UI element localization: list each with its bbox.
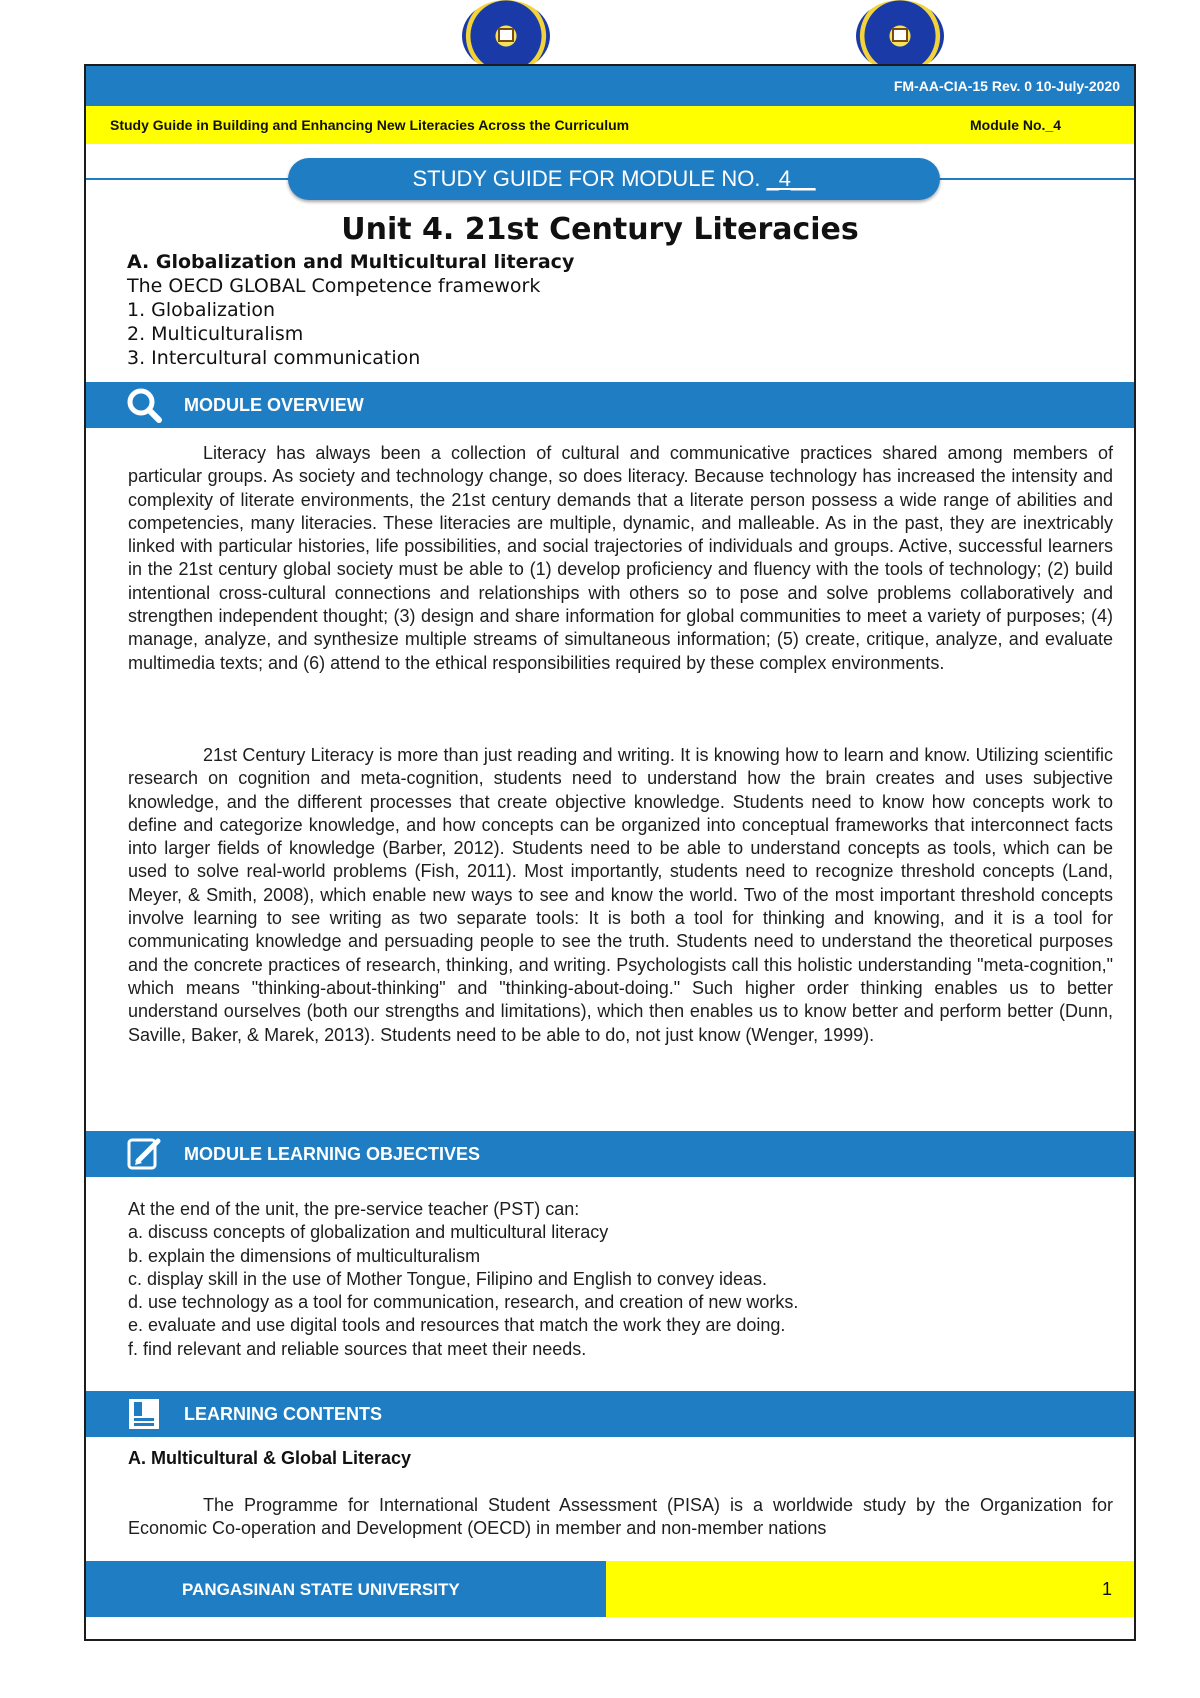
objective-item: c. display skill in the use of Mother Tongue, Filipino and English to convey ideas. — [128, 1268, 768, 1289]
overview-paragraph-2: 21st Century Literacy is more than just reading and writing. It is knowing how to learn and know. Utilizing scientific research on cognition and meta-cognition, students need to understand how the brain creates and uses subjective knowledge, and the different processes that create objective knowledge. Students need to know how concepts work to define and categorize knowledge, and how concepts can be organized into conceptual frameworks that interconnect facts into larger fields of knowledge (Barber, 2012). Students need to be able to understand concepts as tools, which can be used to solve real-world problems (Fish, 2011). Most importantly, students need to recognize threshold concepts (Land, Meyer, & Smith, 2008), which enable new ways to see and know the world. Two of the most important threshold concepts involve learning to see writing as two separate tools: It is both a tool for thinking and knowing, and it is a tool for communicating knowledge and persuading people to see the truth. Students need to understand the theoretical purposes and the concrete practices of research, thinking, and writing. Psychologists call this holistic understanding "meta-cognition," which means "thinking-about-thinking" and "thinking-about-doing." Such higher order thinking enables us to better understand ourselves (both our strengths and limitations), which then enables us to know better and perform better (Dunn, Saville, Baker, & Marek, 2013). Students need to be able to do, not just know (Wenger, 1999). — [128, 745, 1113, 1045]
footer-university-block — [86, 1561, 606, 1617]
objective-item: b. explain the dimensions of multiculturalism — [128, 1245, 481, 1266]
framework-title: The OECD GLOBAL Competence framework — [127, 275, 541, 297]
page-number: 1 — [1101, 1579, 1112, 1599]
magnifier-icon — [126, 387, 162, 423]
module-number: Module No._4 — [970, 117, 1062, 133]
objectives-intro: At the end of the unit, the pre-service teacher (PST) can: — [128, 1199, 580, 1219]
section-title-objectives: MODULE LEARNING OBJECTIVES — [184, 1144, 481, 1164]
framework-item: 1. Globalization — [127, 299, 276, 321]
footer — [86, 1561, 1134, 1617]
framework-item: 3. Intercultural communication — [127, 347, 421, 369]
overview-paragraph-1: Literacy has always been a collection of cultural and communicative practices shared among members of particular groups. As society and technology change, so does literacy. Because technology has increased the intensity and complexity of literate environments, the 21st century demands that a literate person possess a wide range of abilities and competencies, many literacies. These literacies are multiple, dynamic, and malleable. As in the past, they are inextricably linked with particular histories, life possibilities, and social trajectories of individuals and groups. Active, successful learners in the 21st century global society must be able to (1) develop proficiency and fluency with the tools of technology; (2) build intentional cross-cultural connections and relationships with others so to pose and solve problems collaboratively and strengthen independent thought; (3) design and share information for global communities to meet a variety of purposes; (4) manage, analyze, and synthesize multiple streams of simultaneous information; (5) create, critique, analyze, and evaluate multimedia texts; and (6) attend to the ethical responsibilities required by these complex environments. — [128, 443, 1113, 673]
module-banner — [288, 158, 940, 200]
framework-item: 2. Multiculturalism — [127, 323, 304, 345]
footer-page-block — [606, 1561, 1134, 1617]
learning-contents-bar — [86, 1391, 1134, 1437]
form-code: FM-AA-CIA-15 Rev. 0 10-July-2020 — [893, 78, 1120, 94]
unit-subtitle: A. Globalization and Multicultural literacy — [127, 251, 575, 273]
divider-right — [938, 178, 1134, 180]
header-course-strip — [86, 106, 1134, 144]
module-overview-bar — [86, 382, 1134, 428]
learning-objectives-bar — [86, 1131, 1134, 1177]
university-seal-logo-right — [856, 0, 944, 72]
learning-contents-paragraph: The Programme for International Student Assessment (PISA) is a worldwide study by the Organization for Economic Co-operation and Development (OECD) in member and non-member nations — [128, 1495, 1113, 1539]
objective-item: a. discuss concepts of globalization and multicultural literacy — [128, 1222, 609, 1243]
objective-item: d. use technology as a tool for communication, research, and creation of new works. — [128, 1292, 799, 1313]
university-name: PANGASINAN STATE UNIVERSITY — [182, 1580, 460, 1599]
objectives-list — [128, 1198, 798, 1361]
section-title-overview: MODULE OVERVIEW — [184, 395, 364, 415]
university-seal-logo-left — [462, 0, 550, 72]
divider-left — [86, 178, 290, 180]
module-banner-number: _4__ — [766, 166, 816, 191]
document-icon — [126, 1396, 162, 1432]
course-title: Study Guide in Building and Enhancing New Literacies Across the Curriculum — [110, 117, 630, 133]
objective-item: f. find relevant and reliable sources that meet their needs. — [128, 1338, 587, 1359]
pencil-edit-icon — [126, 1136, 162, 1172]
objective-item: e. evaluate and use digital tools and resources that match the work they are doing. — [128, 1315, 786, 1336]
module-banner-text: STUDY GUIDE FOR MODULE NO. — [412, 166, 767, 191]
header-bar — [86, 66, 1134, 106]
learning-contents-heading: A. Multicultural & Global Literacy — [128, 1448, 412, 1468]
section-title-contents: LEARNING CONTENTS — [184, 1404, 382, 1424]
unit-title: Unit 4. 21st Century Literacies — [341, 212, 859, 247]
unit-intro — [127, 250, 574, 370]
